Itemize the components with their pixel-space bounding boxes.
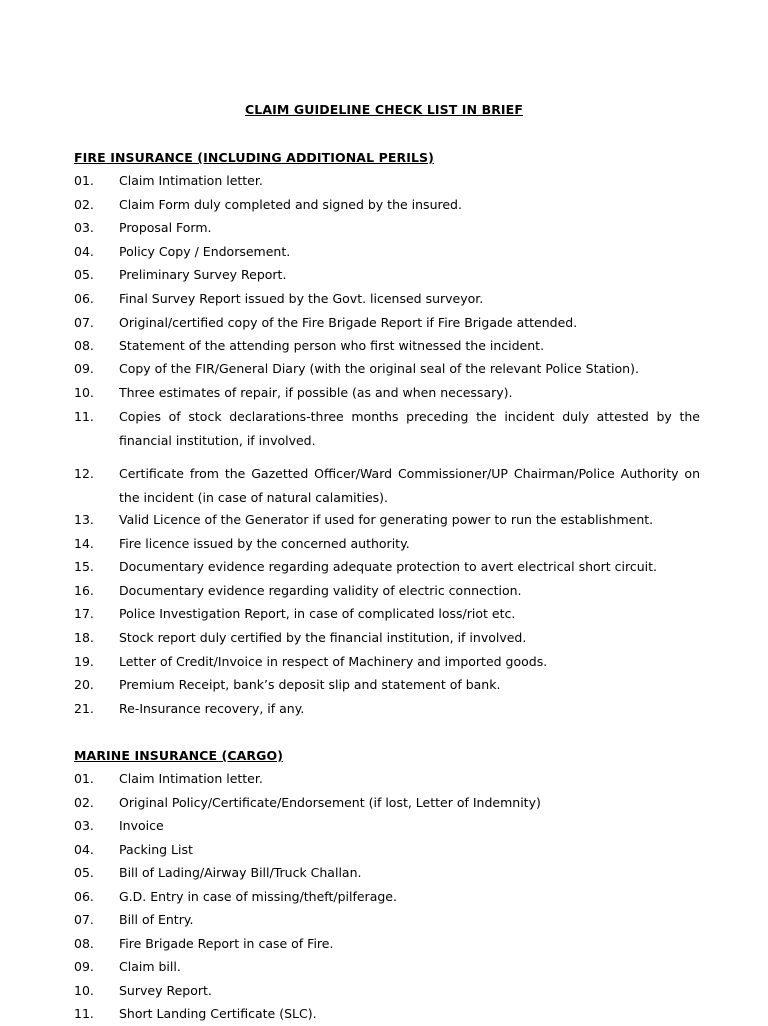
list-item [74, 908, 700, 932]
marine-insurance-heading: MARINE INSURANCE (CARGO) [74, 748, 284, 763]
item-number: 14. [74, 536, 94, 551]
item-text: Statement of the attending person who first witnessed the incident. [119, 338, 545, 353]
item-text: Valid Licence of the Generator if used for generating power to run the establishment. [119, 512, 654, 527]
list-item [74, 462, 700, 509]
list-item [74, 579, 700, 603]
item-number: 08. [74, 936, 94, 951]
item-text: Bill of Entry. [119, 912, 194, 927]
item-number: 13. [74, 512, 94, 527]
item-text: Invoice [119, 818, 164, 833]
list-item [74, 673, 700, 697]
item-text: Short Landing Certificate (SLC). [119, 1006, 317, 1021]
item-text: Claim bill. [119, 959, 181, 974]
list-item [74, 263, 700, 287]
item-number: 11. [74, 1006, 94, 1021]
item-number: 06. [74, 291, 94, 306]
list-item [74, 532, 700, 556]
list-item [74, 381, 700, 405]
item-number: 05. [74, 865, 94, 880]
item-text: Original/certified copy of the Fire Brigade Report if Fire Brigade attended. [119, 315, 578, 330]
item-number: 08. [74, 338, 94, 353]
item-text: Claim Form duly completed and signed by the insured. [119, 197, 462, 212]
list-item [74, 979, 700, 1003]
list-item [74, 216, 700, 240]
item-text: Fire licence issued by the concerned authority. [119, 536, 410, 551]
item-number: 03. [74, 818, 94, 833]
list-item [74, 193, 700, 217]
item-text: Three estimates of repair, if possible (as and when necessary). [119, 385, 513, 400]
list-item [74, 697, 700, 721]
item-text: Police Investigation Report, in case of complicated loss/riot etc. [119, 606, 516, 621]
item-text: Fire Brigade Report in case of Fire. [119, 936, 334, 951]
item-number: 20. [74, 677, 94, 692]
list-item [74, 650, 700, 674]
item-text: Survey Report. [119, 983, 212, 998]
item-number: 17. [74, 606, 94, 621]
item-text: Claim Intimation letter. [119, 771, 263, 786]
list-item [74, 169, 700, 193]
item-number: 05. [74, 267, 94, 282]
item-text: Packing List [119, 842, 193, 857]
item-number: 15. [74, 559, 94, 574]
document-title: CLAIM GUIDELINE CHECK LIST IN BRIEF [245, 102, 523, 117]
item-number: 09. [74, 959, 94, 974]
item-number: 21. [74, 701, 94, 716]
item-text: Letter of Credit/Invoice in respect of Machinery and imported goods. [119, 654, 548, 669]
list-item [74, 357, 700, 381]
item-number: 06. [74, 889, 94, 904]
item-text: Proposal Form. [119, 220, 212, 235]
list-item [74, 1002, 700, 1026]
item-number: 02. [74, 197, 94, 212]
item-text: Claim Intimation letter. [119, 173, 263, 188]
list-item [74, 626, 700, 650]
item-text: Documentary evidence regarding validity of electric connection. [119, 583, 522, 598]
item-number: 01. [74, 173, 94, 188]
item-text: Certificate from the Gazetted Officer/Ward Commissioner/UP Chairman/Police Authority on the incident (in case of natural calamities). [119, 466, 700, 505]
list-item [74, 311, 700, 335]
fire-insurance-heading: FIRE INSURANCE (INCLUDING ADDITIONAL PERILS) [74, 150, 434, 165]
list-item [74, 767, 700, 791]
item-text: Final Survey Report issued by the Govt. licensed surveyor. [119, 291, 484, 306]
list-item [74, 334, 700, 358]
item-text: Preliminary Survey Report. [119, 267, 287, 282]
item-number: 04. [74, 244, 94, 259]
item-number: 16. [74, 583, 94, 598]
list-item [74, 508, 700, 532]
list-item [74, 814, 700, 838]
item-number: 04. [74, 842, 94, 857]
item-text: Original Policy/Certificate/Endorsement (if lost, Letter of Indemnity) [119, 795, 541, 810]
item-number: 03. [74, 220, 94, 235]
item-number: 10. [74, 385, 94, 400]
item-number: 18. [74, 630, 94, 645]
item-number: 01. [74, 771, 94, 786]
item-number: 19. [74, 654, 94, 669]
list-item [74, 861, 700, 885]
item-number: 07. [74, 315, 94, 330]
item-text: Copy of the FIR/General Diary (with the original seal of the relevant Police Station). [119, 361, 639, 376]
item-text: Stock report duly certified by the financial institution, if involved. [119, 630, 527, 645]
item-number: 12. [74, 466, 94, 481]
list-item [74, 405, 700, 452]
list-item [74, 240, 700, 264]
list-item [74, 838, 700, 862]
list-item [74, 602, 700, 626]
item-text: Policy Copy / Endorsement. [119, 244, 291, 259]
item-text: Bill of Lading/Airway Bill/Truck Challan. [119, 865, 362, 880]
item-text: Premium Receipt, bank’s deposit slip and statement of bank. [119, 677, 501, 692]
item-number: 02. [74, 795, 94, 810]
list-item [74, 287, 700, 311]
list-item [74, 932, 700, 956]
list-item [74, 555, 700, 579]
item-text: Re-Insurance recovery, if any. [119, 701, 305, 716]
item-text: G.D. Entry in case of missing/theft/pilferage. [119, 889, 397, 904]
item-number: 09. [74, 361, 94, 376]
list-item [74, 791, 700, 815]
list-item [74, 955, 700, 979]
list-item [74, 885, 700, 909]
item-text: Documentary evidence regarding adequate protection to avert electrical short circuit. [119, 559, 658, 574]
item-number: 10. [74, 983, 94, 998]
item-number: 11. [74, 409, 94, 424]
item-number: 07. [74, 912, 94, 927]
item-text: Copies of stock declarations-three months preceding the incident duly attested by the financial institution, if involved. [119, 409, 700, 448]
